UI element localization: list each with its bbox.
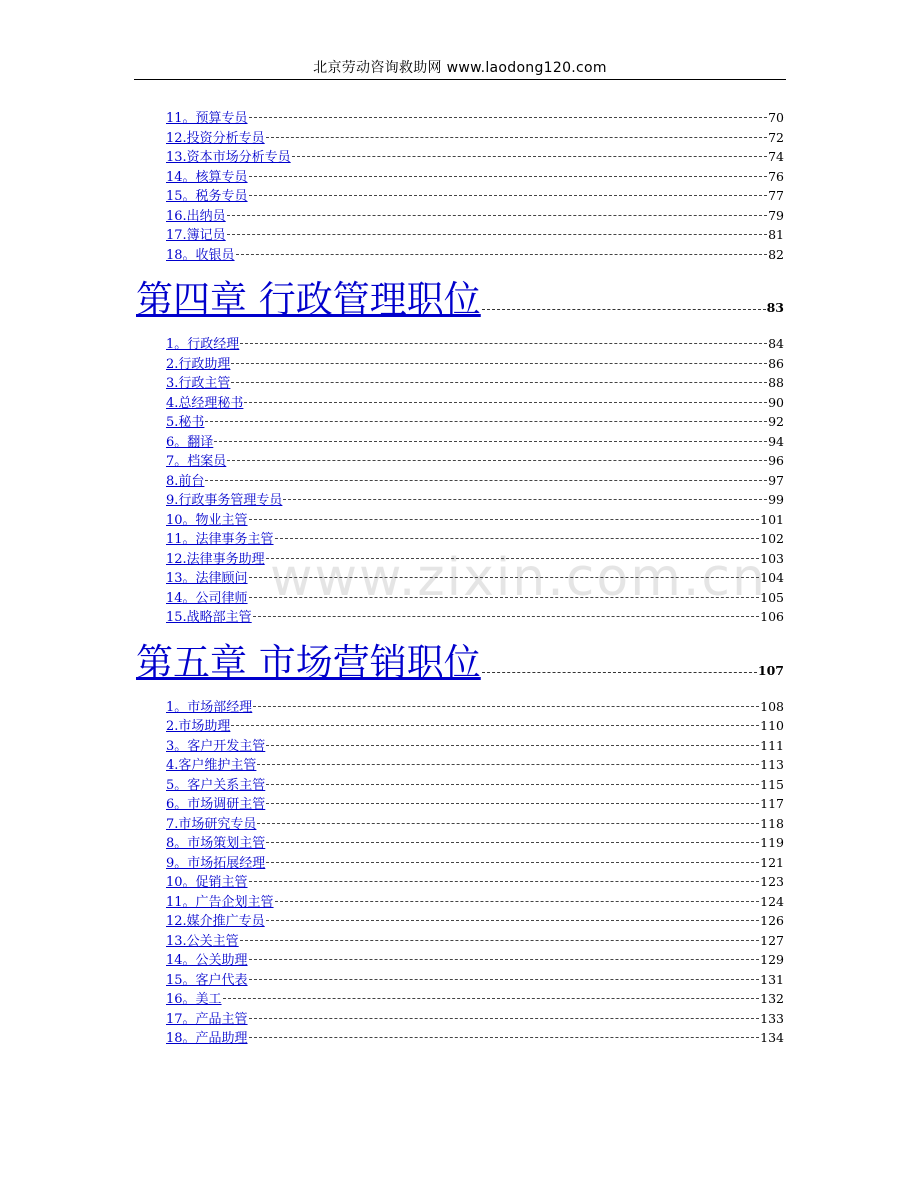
toc-entry: [166, 412, 784, 432]
toc-entry-link[interactable]: 9.行政事务管理专员: [166, 493, 283, 508]
dot-leader: [482, 309, 766, 310]
dot-leader: [266, 803, 759, 804]
toc-page-number: 134: [760, 1030, 784, 1045]
toc-entry-link[interactable]: 11。广告企划主管: [166, 894, 274, 910]
toc-page-number: 124: [760, 893, 784, 909]
dot-leader: [223, 998, 760, 999]
header-rule: [134, 79, 786, 80]
toc-entry: [166, 775, 784, 795]
toc-page-number: 74: [768, 149, 784, 164]
toc-page-number: 111: [760, 737, 784, 753]
toc-page-number: 105: [760, 589, 784, 605]
toc-page-number: 118: [760, 815, 784, 831]
toc-page-number: 117: [760, 796, 784, 811]
toc-entry: [166, 568, 784, 588]
toc-entry: [166, 471, 784, 491]
toc-page-number: 110: [760, 718, 784, 733]
toc-entry-link[interactable]: 13.公关主管: [166, 933, 239, 949]
dot-leader: [266, 558, 759, 559]
toc-entry: [166, 1028, 784, 1048]
toc-page-number: 126: [760, 913, 784, 928]
toc-page-number: 84: [768, 336, 784, 351]
toc-page-number: 92: [768, 414, 784, 429]
toc-page-number: 113: [760, 757, 784, 772]
toc-entry: [166, 334, 784, 354]
dot-leader: [240, 940, 759, 941]
dot-leader: [266, 137, 767, 138]
toc-page-number: 88: [768, 375, 784, 390]
toc-entry: [166, 128, 784, 148]
dot-leader: [231, 363, 767, 364]
toc-page-number: 83: [766, 300, 784, 315]
toc-page-number: 115: [760, 776, 784, 792]
toc-entry-link[interactable]: 13.资本市场分析专员: [166, 150, 291, 165]
toc-entry-link[interactable]: 15。税务专员: [166, 189, 248, 204]
toc-page-number: 132: [760, 991, 784, 1006]
dot-leader: [257, 823, 759, 824]
dot-leader: [257, 764, 759, 765]
toc-entry-link[interactable]: 2.市场助理: [166, 719, 231, 734]
dot-leader: [205, 421, 767, 422]
dot-leader: [275, 901, 760, 902]
toc-page-number: 76: [768, 168, 784, 184]
toc-entry: [166, 911, 784, 931]
toc-entry-link[interactable]: 6。市场调研主管: [166, 797, 266, 812]
toc-page-number: 103: [760, 550, 784, 566]
toc-entry: [166, 225, 784, 245]
toc-entry: [166, 794, 784, 814]
toc-entry: [166, 373, 784, 393]
toc-entry: [166, 167, 784, 187]
toc-entry-link[interactable]: 16。美工: [166, 992, 222, 1007]
toc-page-number: 104: [760, 570, 784, 585]
toc-entry: [166, 872, 784, 892]
toc-entry: [166, 607, 784, 627]
toc-entry-link[interactable]: 12.投资分析专员: [166, 130, 265, 146]
dot-leader: [253, 706, 759, 707]
dot-leader: [231, 382, 767, 383]
toc-entry-link[interactable]: 4.客户维护主管: [166, 758, 257, 773]
dot-leader: [266, 842, 759, 843]
dot-leader: [240, 343, 767, 344]
dot-leader: [253, 616, 759, 617]
toc-chapter-link[interactable]: 第五章 市场营销职位: [136, 640, 481, 684]
dot-leader: [236, 254, 768, 255]
dot-leader: [249, 979, 760, 980]
toc-entry-link[interactable]: 10。促销主管: [166, 875, 248, 890]
toc-page-number: 86: [768, 355, 784, 371]
toc-entry-link[interactable]: 7.市场研究专员: [166, 816, 257, 832]
toc-entry-link[interactable]: 8。市场策划主管: [166, 836, 266, 851]
toc-entry-link[interactable]: 8.前台: [166, 473, 205, 489]
toc-entry: [166, 716, 784, 736]
toc-entry-link[interactable]: 2.行政助理: [166, 356, 231, 372]
toc-entry-link[interactable]: 3.行政主管: [166, 376, 231, 391]
toc-entry-link[interactable]: 6。翻译: [166, 434, 214, 450]
toc-page-number: 127: [760, 932, 784, 948]
toc-page-number: 77: [768, 188, 784, 203]
toc-entry: [166, 736, 784, 756]
toc-page-number: 81: [768, 227, 784, 242]
dot-leader: [227, 234, 767, 235]
toc-page-number: 121: [760, 854, 784, 870]
toc-entry-link[interactable]: 12.法律事务助理: [166, 551, 265, 567]
toc-page-number: 106: [760, 609, 784, 624]
toc-chapter-link[interactable]: 第四章 行政管理职位: [136, 278, 481, 321]
toc-entry: [166, 892, 784, 912]
toc-page-number: 96: [768, 453, 784, 468]
toc-entry-link[interactable]: 4.总经理秘书: [166, 395, 244, 411]
toc-page-number: 79: [768, 207, 784, 223]
watermark: www.zixin.com.cn: [270, 548, 767, 608]
toc-entry: [166, 186, 784, 206]
toc-entry-link[interactable]: 9。市场拓展经理: [166, 855, 266, 871]
dot-leader: [244, 402, 767, 403]
toc-entry-link[interactable]: 5。客户关系主管: [166, 777, 266, 793]
toc-page-number: 82: [768, 246, 784, 262]
toc-entry: [166, 697, 784, 717]
toc-page-number: 102: [760, 531, 784, 546]
dot-leader: [205, 480, 767, 481]
toc-entry: [166, 755, 784, 775]
toc-page-number: 99: [768, 492, 784, 507]
dot-leader: [266, 745, 759, 746]
toc-entry-link[interactable]: 7。档案员: [166, 454, 227, 469]
dot-leader: [227, 460, 767, 461]
toc-entry-link[interactable]: 14。公关助理: [166, 953, 248, 968]
toc-entry-link[interactable]: 3。客户开发主管: [166, 738, 266, 754]
toc-entry: [166, 1009, 784, 1029]
toc-entry-link[interactable]: 11。预算专员: [166, 111, 248, 126]
dot-leader: [231, 725, 759, 726]
toc-entry-link[interactable]: 16.出纳员: [166, 208, 226, 224]
toc-entry: [166, 549, 784, 569]
toc-page-number: 97: [768, 472, 784, 488]
toc-entry-link[interactable]: 15.战略部主管: [166, 610, 252, 625]
dot-leader: [266, 920, 759, 921]
toc-entry-link[interactable]: 11。法律事务主管: [166, 532, 274, 547]
dot-leader: [275, 538, 760, 539]
dot-leader: [283, 499, 767, 500]
toc-entry-link[interactable]: 5.秘书: [166, 415, 205, 430]
toc-entry: [166, 354, 784, 374]
dot-leader: [292, 156, 767, 157]
table-of-contents: [136, 108, 784, 1048]
toc-entry: [166, 432, 784, 452]
toc-entry-link[interactable]: 18。产品助理: [166, 1031, 248, 1046]
toc-page-number: 101: [760, 511, 784, 527]
dot-leader: [249, 959, 760, 960]
toc-page-number: 123: [760, 874, 784, 889]
dot-leader: [266, 784, 759, 785]
dot-leader: [249, 519, 760, 520]
dot-leader: [249, 176, 768, 177]
toc-entry-link[interactable]: 15。客户代表: [166, 972, 248, 988]
toc-entry-link[interactable]: 1。行政经理: [166, 337, 240, 352]
toc-entry-link[interactable]: 10。物业主管: [166, 512, 248, 528]
toc-entry-link[interactable]: 12.媒介推广专员: [166, 914, 265, 929]
toc-entry: [166, 510, 784, 530]
dot-leader: [249, 1037, 760, 1038]
toc-entry-link[interactable]: 17.簿记员: [166, 228, 226, 243]
toc-entry-link[interactable]: 13。法律顾问: [166, 571, 248, 586]
dot-leader: [266, 862, 759, 863]
dot-leader: [249, 881, 760, 882]
toc-entry: [166, 931, 784, 951]
dot-leader: [249, 597, 760, 598]
toc-entry: [166, 490, 784, 510]
toc-entry-link[interactable]: 1。市场部经理: [166, 699, 253, 715]
toc-entry: [166, 451, 784, 471]
toc-entry-link[interactable]: 14。核算专员: [166, 169, 248, 185]
toc-page-number: 133: [760, 1010, 784, 1026]
toc-entry-link[interactable]: 18。收银员: [166, 247, 235, 263]
toc-entry: [166, 989, 784, 1009]
toc-entry: [166, 814, 784, 834]
toc-entry: [166, 950, 784, 970]
toc-entry: [166, 529, 784, 549]
dot-leader: [214, 441, 767, 442]
dot-leader: [227, 215, 767, 216]
dot-leader: [249, 195, 768, 196]
toc-entry-link[interactable]: 14。公司律师: [166, 590, 248, 606]
toc-entry: [166, 970, 784, 990]
toc-entry-link[interactable]: 17。产品主管: [166, 1011, 248, 1027]
toc-entry: [166, 108, 784, 128]
dot-leader: [249, 117, 768, 118]
toc-page-number: 90: [768, 394, 784, 410]
toc-entry: [166, 206, 784, 226]
dot-leader: [249, 577, 760, 578]
toc-chapter: [136, 270, 784, 330]
toc-page-number: 70: [768, 110, 784, 125]
dot-leader: [482, 672, 757, 673]
page-header: 北京劳动咨询救助网 www.laodong120.com: [313, 60, 607, 76]
toc-entry: [166, 245, 784, 265]
toc-entry: [166, 393, 784, 413]
toc-page-number: 72: [768, 129, 784, 145]
toc-page-number: 94: [768, 433, 784, 449]
toc-page-number: 119: [760, 835, 784, 850]
toc-page-number: 129: [760, 952, 784, 967]
toc-page-number: 131: [760, 971, 784, 987]
toc-page-number: 107: [757, 662, 784, 678]
toc-entry: [166, 588, 784, 608]
toc-entry: [166, 853, 784, 873]
toc-chapter: [136, 633, 784, 693]
toc-entry: [166, 147, 784, 167]
toc-page-number: 108: [760, 698, 784, 714]
toc-entry: [166, 833, 784, 853]
dot-leader: [249, 1018, 760, 1019]
